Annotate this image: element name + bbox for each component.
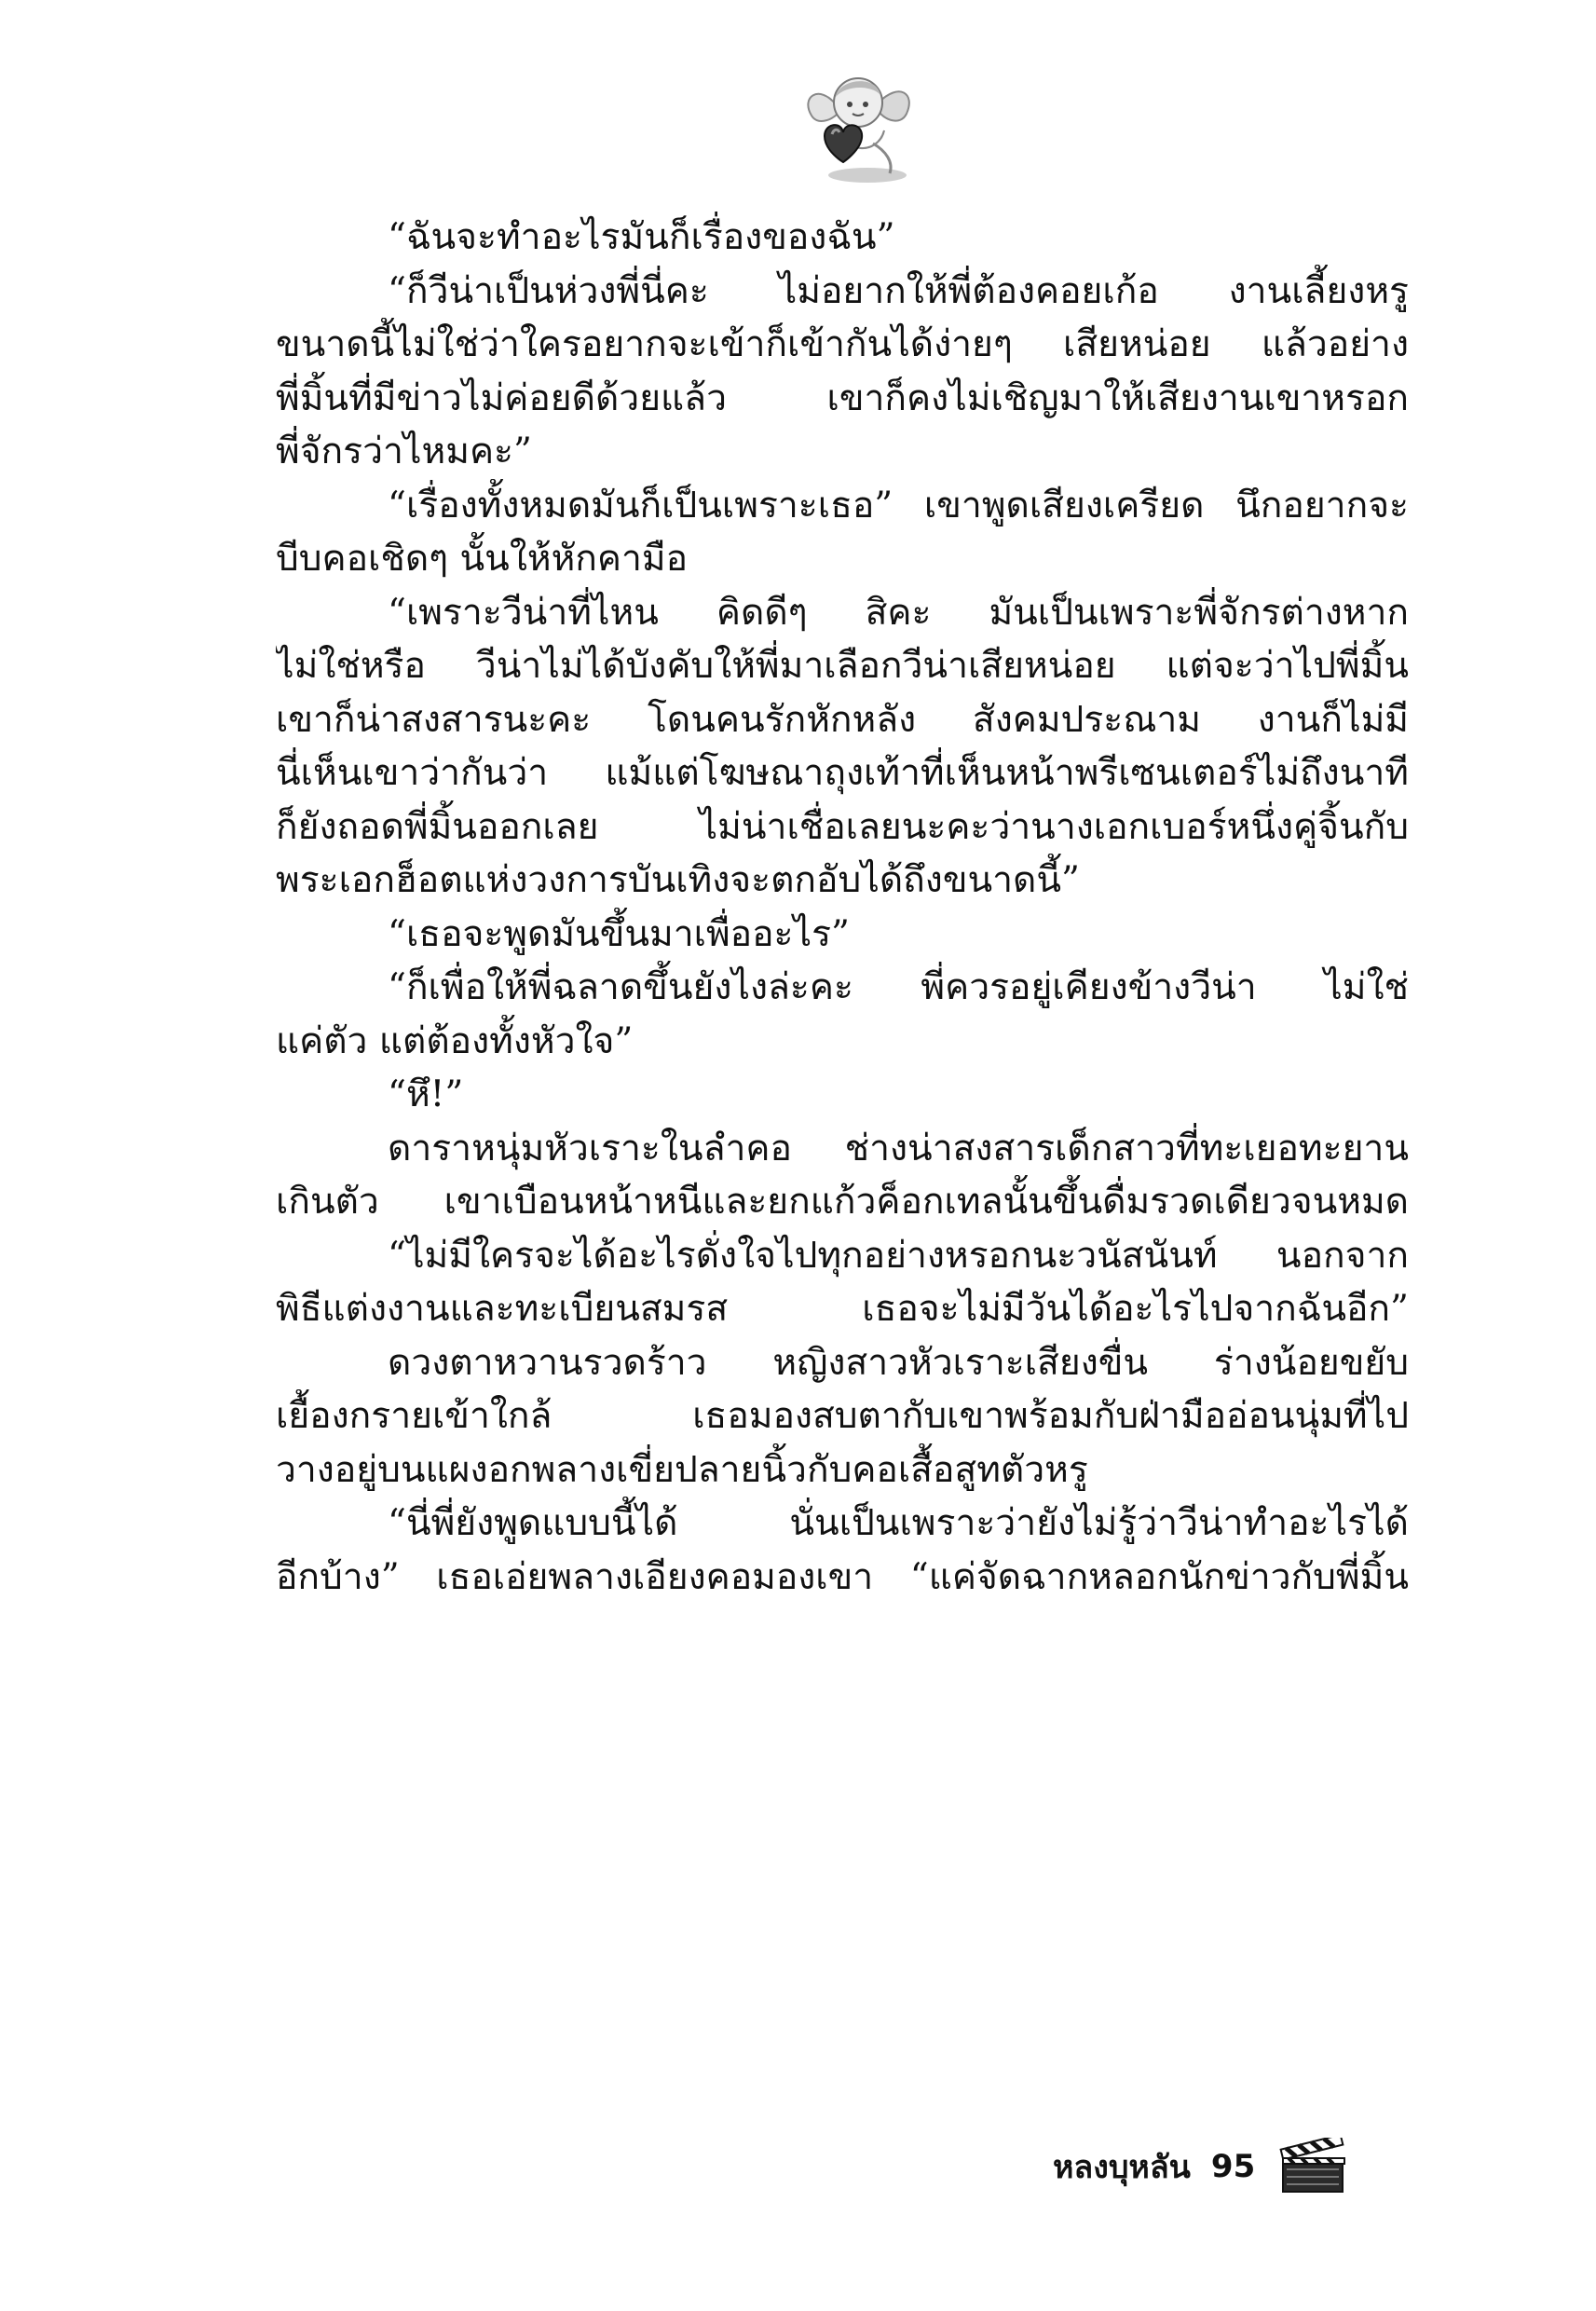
text-line: นี่เห็นเขาว่ากันว่า แม้แต่โฆษณาถุงเท้าที่เห็นหน้าพรีเซนเตอร์ไม่ถึงนาที [276, 752, 1409, 794]
clapperboard-icon [1275, 2138, 1352, 2195]
page-footer [1053, 2134, 1352, 2199]
text-line: พี่จักรว่าไหมคะ” [276, 431, 532, 472]
cupid-heart-icon [787, 65, 918, 186]
text-line: “เพราะวีน่าที่ไหน คิดดีๆ สิคะ มันเป็นเพราะพี่จักรต่างหาก [388, 591, 1409, 634]
book-title: หลงบุหลัน [1053, 2149, 1191, 2186]
text-line: ไม่ใช่หรือ วีน่าไม่ได้บังคับให้พี่มาเลือกวีน่าเสียหน่อย แต่จะว่าไปพี่มิ้น [276, 645, 1409, 687]
page-number: 95 [1210, 2148, 1256, 2185]
text-line: “หึ!” [388, 1073, 464, 1115]
text-line: ก็ยังถอดพี่มิ้นออกเลย ไม่น่าเชื่อเลยนะคะว่านางเอกเบอร์หนึ่งคู่จิ้นกับ [276, 805, 1409, 848]
text-line: เขาก็น่าสงสารนะคะ โดนคนรักหักหลัง สังคมประณาม งานก็ไม่มี [276, 698, 1409, 741]
text-line: “เธอจะพูดมันขึ้นมาเพื่ออะไร” [388, 912, 850, 955]
story-text [276, 211, 1409, 1604]
text-line: เกินตัว เขาเบือนหน้าหนีและยกแก้วค็อกเทลนั้นขึ้นดื่มรวดเดียวจนหมด [276, 1181, 1409, 1223]
text-line: พระเอกฮ็อตแห่งวงการบันเทิงจะตกอับได้ถึงขนาดนี้” [276, 859, 1080, 901]
text-line: พิธีแต่งงานและทะเบียนสมรส เธอจะไม่มีวันได้อะไรไปจากฉันอีก” [276, 1288, 1409, 1330]
text-line: ขนาดนี้ไม่ใช่ว่าใครอยากจะเข้าก็เข้ากันได้ง่ายๆ เสียหน่อย แล้วอย่าง [276, 323, 1409, 365]
text-line: วางอยู่บนแผงอกพลางเขี่ยปลายนิ้วกับคอเสื้อสูทตัวหรู [276, 1448, 1088, 1491]
text-line: “ก็วีน่าเป็นห่วงพี่นี่คะ ไม่อยากให้พี่ต้องคอยเก้อ งานเลี้ยงหรู [388, 269, 1409, 312]
text-line: “นี่พี่ยังพูดแบบนี้ได้ นั่นเป็นเพราะว่ายังไม่รู้ว่าวีน่าทำอะไรได้ [388, 1502, 1409, 1544]
text-line: “เรื่องทั้งหมดมันก็เป็นเพราะเธอ” เขาพูดเสียงเครียด นึกอยากจะ [388, 484, 1409, 526]
text-line: อีกบ้าง” เธอเอ่ยพลางเอียงคอมองเขา “แค่จัดฉากหลอกนักข่าวกับพี่มิ้น [276, 1555, 1409, 1598]
text-line: แค่ตัว แต่ต้องทั้งหัวใจ” [276, 1019, 634, 1062]
text-line: “ไม่มีใครจะได้อะไรดั่งใจไปทุกอย่างหรอกนะวนัสนันท์ นอกจาก [388, 1234, 1409, 1277]
text-line: ดาราหนุ่มหัวเราะในลำคอ ช่างน่าสงสารเด็กสาวที่ทะเยอทะยาน [388, 1127, 1409, 1169]
text-line: บีบคอเชิดๆ นั้นให้หักคามือ [276, 538, 689, 580]
text-line: พี่มิ้นที่มีข่าวไม่ค่อยดีด้วยแล้ว เขาก็คงไม่เชิญมาให้เสียงานเขาหรอก [276, 376, 1409, 419]
text-line: “ฉันจะทำอะไรมันก็เรื่องของฉัน” [388, 216, 895, 258]
text-line: ดวงตาหวานรวดร้าว หญิงสาวหัวเราะเสียงขื่น ร่างน้อยขยับ [388, 1341, 1409, 1384]
text-line: “ก็เพื่อให้พี่ฉลาดขึ้นยังไงล่ะคะ พี่ควรอยู่เคียงข้างวีน่า ไม่ใช่ [388, 966, 1409, 1008]
text-line: เยื้องกรายเข้าใกล้ เธอมองสบตากับเขาพร้อมกับฝ่ามืออ่อนนุ่มที่ไป [276, 1395, 1409, 1437]
